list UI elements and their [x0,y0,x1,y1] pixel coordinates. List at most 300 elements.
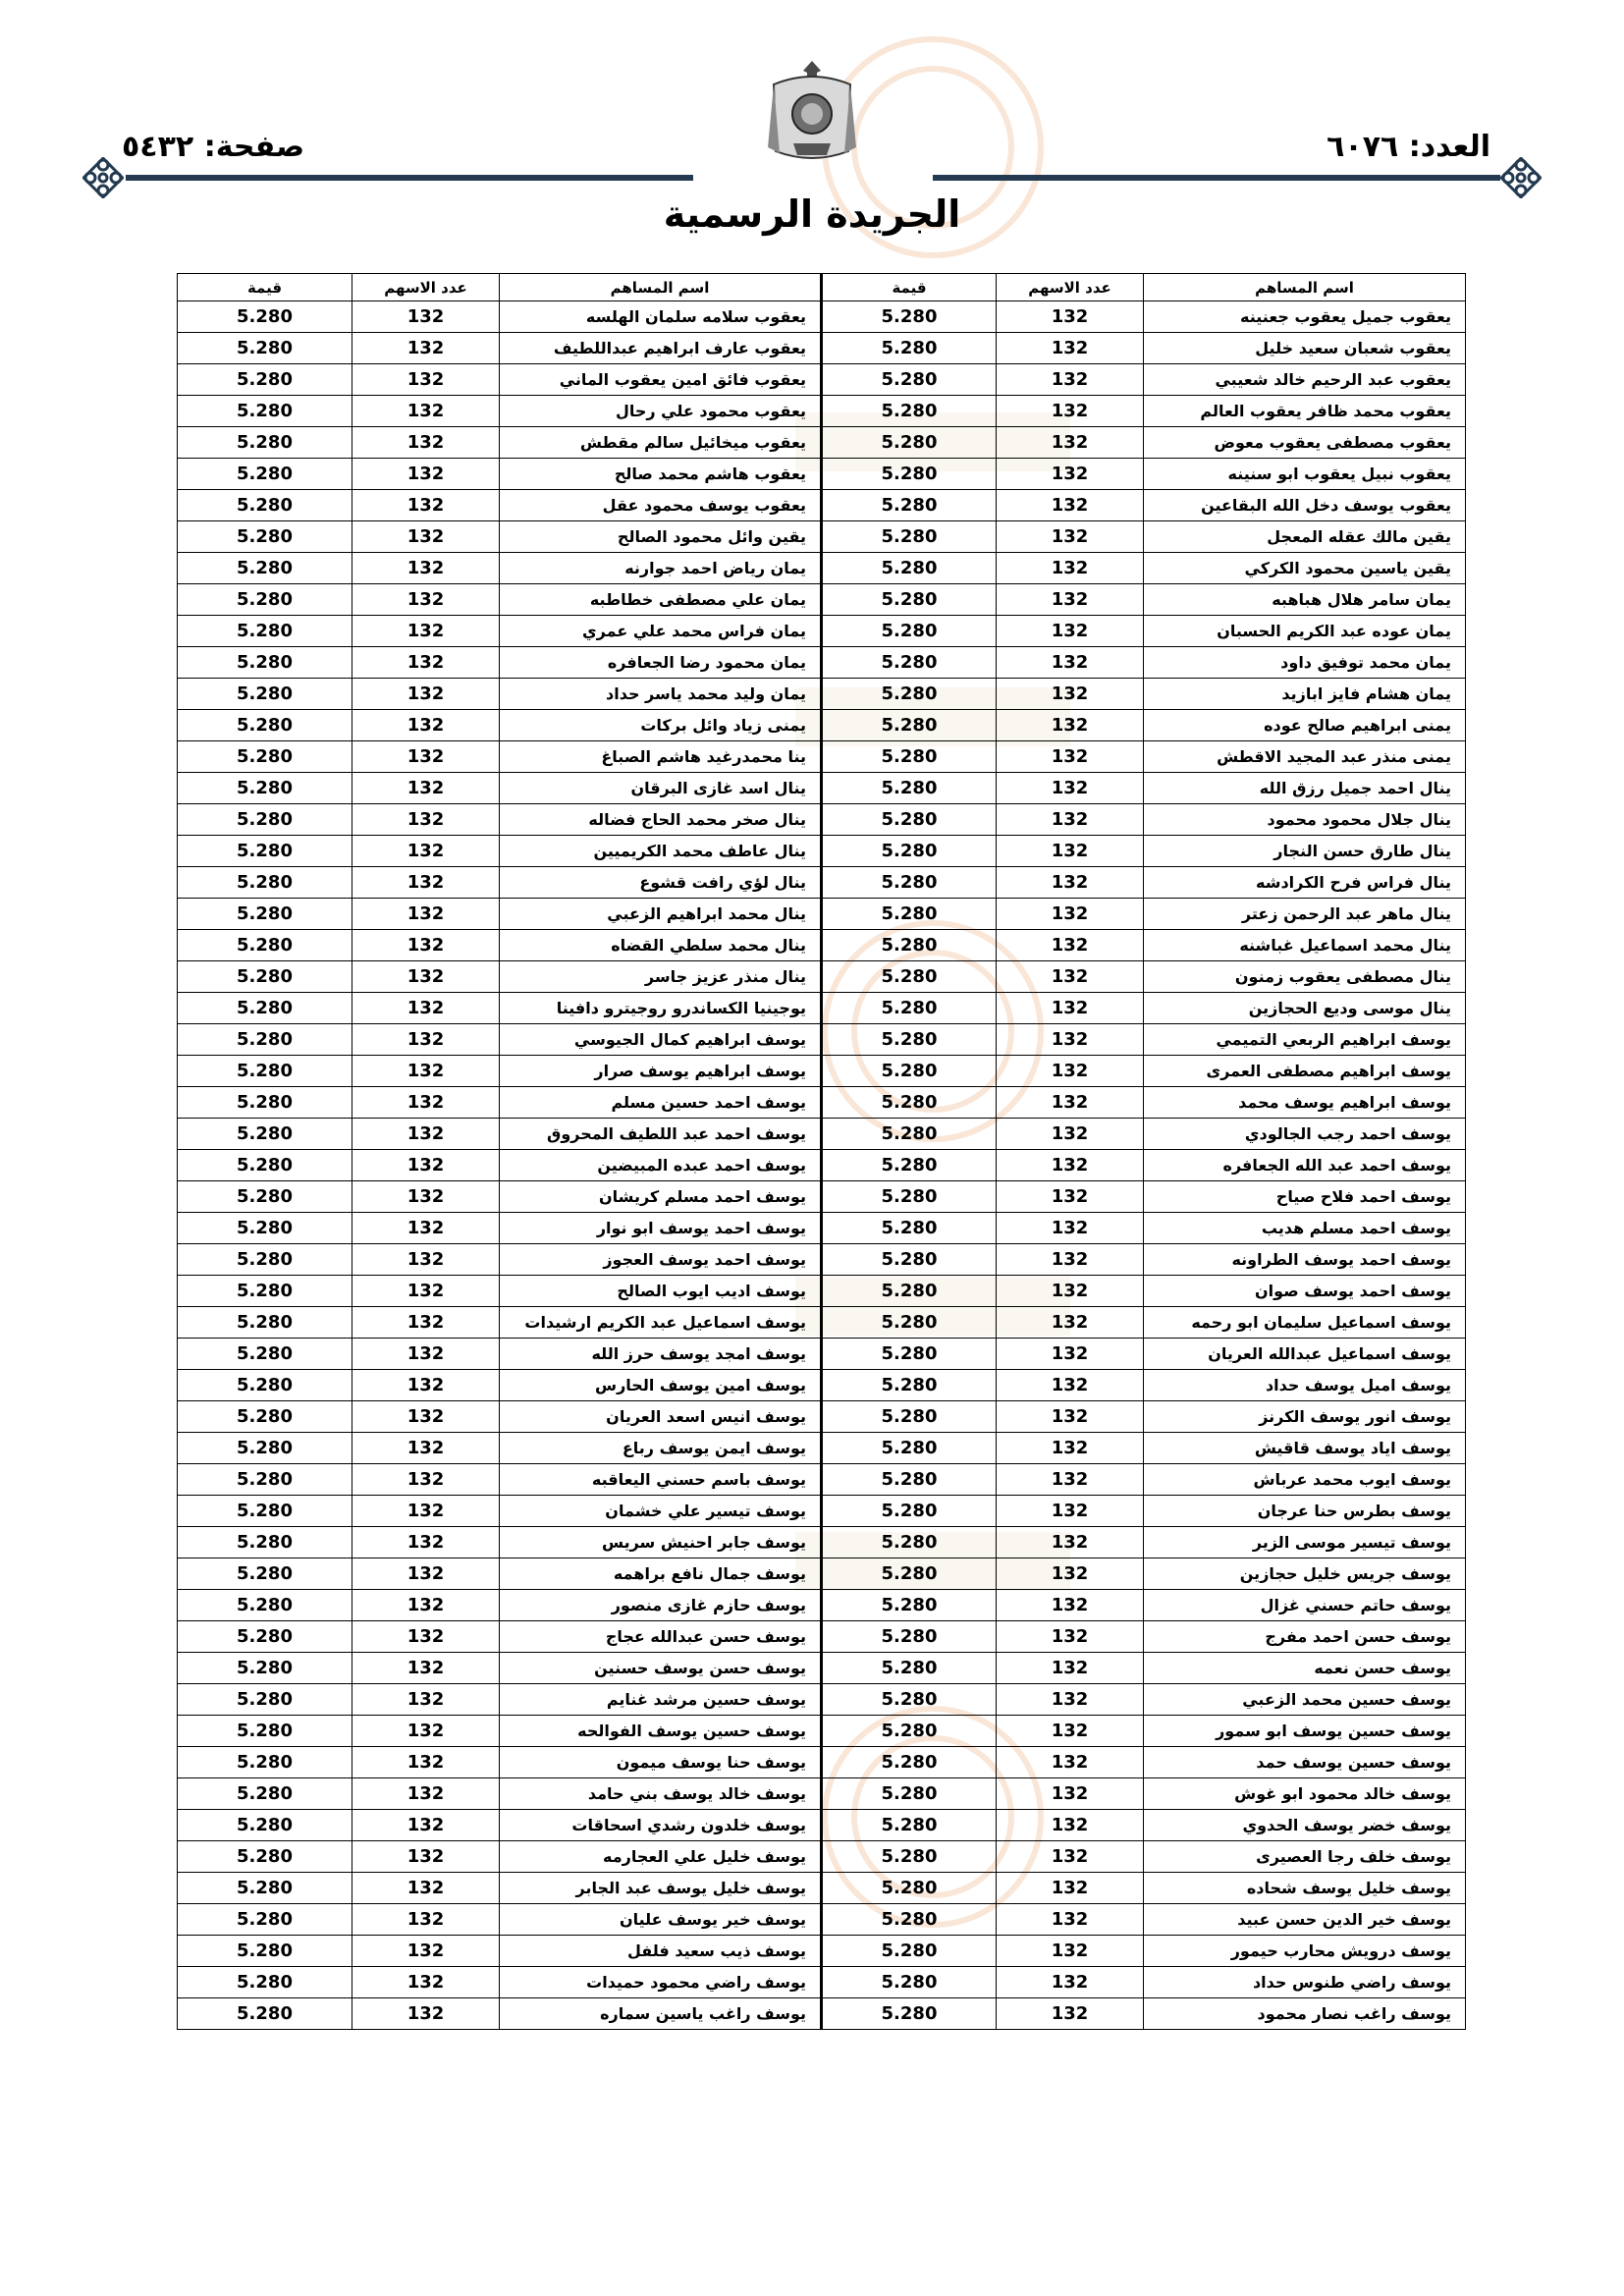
share-value: 5.280 [822,710,997,741]
shareholder-name: يوسف حسن يوسف حسنين [500,1653,822,1684]
column-header-name: اسم المساهم [1144,274,1466,301]
share-value: 5.280 [822,1841,997,1873]
shareholder-name: يوسف خير يوسف عليان [500,1904,822,1936]
share-count: 132 [352,1873,500,1904]
share-count: 132 [352,1967,500,1998]
shareholder-name: يوسف حنا يوسف ميمون [500,1747,822,1778]
journal-title: الجريدة الرسمية [663,192,961,236]
share-count: 132 [997,836,1144,867]
share-count: 132 [352,1370,500,1401]
table-row [178,490,1466,521]
share-value: 5.280 [178,1244,352,1276]
share-count: 132 [997,1401,1144,1433]
share-value: 5.280 [822,553,997,584]
shareholder-name: يوسف حسن احمد مفرج [1144,1621,1466,1653]
share-count: 132 [997,993,1144,1024]
shareholder-name: يوسف احمد يوسف صوان [1144,1276,1466,1307]
share-value: 5.280 [178,1684,352,1716]
share-count: 132 [997,1904,1144,1936]
shareholder-name: يوسف خلدون رشدي اسحاقات [500,1810,822,1841]
table-row [178,1590,1466,1621]
share-count: 132 [997,1810,1144,1841]
shareholder-name: يقين مالك عقله المعجل [1144,521,1466,553]
share-count: 132 [352,804,500,836]
share-count: 132 [352,1213,500,1244]
share-value: 5.280 [178,1716,352,1747]
shareholder-name: يوسف احمد عبد اللطيف المحروق [500,1119,822,1150]
column-header-value: قيمة [178,274,352,301]
share-value: 5.280 [822,396,997,427]
share-count: 132 [997,1998,1144,2030]
shareholder-name: يوسف حسين يوسف حمد [1144,1747,1466,1778]
table-row [178,1087,1466,1119]
shareholder-name: يوسف احمد مسلم كريشان [500,1181,822,1213]
shareholder-name: يوسف احمد حسين مسلم [500,1087,822,1119]
shareholder-name: يوسف راغب نصار محمود [1144,1998,1466,2030]
share-value: 5.280 [178,427,352,459]
share-count: 132 [997,490,1144,521]
share-count: 132 [352,961,500,993]
share-count: 132 [997,1024,1144,1056]
share-count: 132 [997,804,1144,836]
table-row [178,930,1466,961]
shareholder-name: يوسف اسماعيل سليمان ابو رحمه [1144,1307,1466,1339]
share-value: 5.280 [178,1873,352,1904]
share-value: 5.280 [822,836,997,867]
share-value: 5.280 [178,553,352,584]
share-value: 5.280 [178,1087,352,1119]
share-value: 5.280 [178,773,352,804]
share-value: 5.280 [822,301,997,333]
table-row [178,1307,1466,1339]
share-count: 132 [352,930,500,961]
shareholder-name: يعقوب عبد الرحيم خالد شعيبي [1144,364,1466,396]
shareholder-name: يوسف خليل علي العجارمه [500,1841,822,1873]
table-row [178,679,1466,710]
shareholder-name: ينال موسى وديع الحجازين [1144,993,1466,1024]
share-count: 132 [352,1621,500,1653]
table-row [178,1841,1466,1873]
share-value: 5.280 [178,930,352,961]
shareholder-name: يوسف اديب ايوب الصالح [500,1276,822,1307]
share-value: 5.280 [178,1339,352,1370]
share-value: 5.280 [822,961,997,993]
shareholder-name: يوسف حسين مرشد غنايم [500,1684,822,1716]
shareholder-name: يمان فراس محمد علي عمري [500,616,822,647]
shareholder-name: يعقوب جميل يعقوب جعنينه [1144,301,1466,333]
share-count: 132 [997,899,1144,930]
share-value: 5.280 [822,1181,997,1213]
table-row [178,1150,1466,1181]
share-count: 132 [352,773,500,804]
share-count: 132 [352,1716,500,1747]
shareholder-name: يوسف ايوب محمد عرباش [1144,1464,1466,1496]
share-value: 5.280 [178,1558,352,1590]
share-value: 5.280 [178,584,352,616]
share-value: 5.280 [178,1653,352,1684]
shareholder-name: يوسف جريس خليل حجازين [1144,1558,1466,1590]
share-value: 5.280 [178,961,352,993]
share-count: 132 [997,647,1144,679]
share-count: 132 [997,459,1144,490]
share-value: 5.280 [178,1307,352,1339]
share-value: 5.280 [178,1056,352,1087]
share-value: 5.280 [822,1810,997,1841]
share-count: 132 [352,710,500,741]
table-row [178,961,1466,993]
share-count: 132 [352,1401,500,1433]
share-count: 132 [997,1339,1144,1370]
share-count: 132 [997,333,1144,364]
share-value: 5.280 [822,1401,997,1433]
column-header-value: قيمة [822,274,997,301]
share-count: 132 [997,1087,1144,1119]
share-value: 5.280 [178,1778,352,1810]
share-value: 5.280 [178,1904,352,1936]
share-count: 132 [352,1181,500,1213]
table-row [178,1056,1466,1087]
share-count: 132 [997,1433,1144,1464]
shareholder-name: ينال لؤي رافت قشوع [500,867,822,899]
shareholder-name: يوسف حازم غازى منصور [500,1590,822,1621]
share-value: 5.280 [178,1590,352,1621]
share-value: 5.280 [178,679,352,710]
share-count: 132 [997,1936,1144,1967]
shareholder-name: ينال محمد سلطي القضاه [500,930,822,961]
share-value: 5.280 [822,1339,997,1370]
share-count: 132 [997,1747,1144,1778]
shareholder-name: يعقوب مصطفى يعقوب معوض [1144,427,1466,459]
share-count: 132 [997,1496,1144,1527]
share-count: 132 [352,1936,500,1967]
share-count: 132 [997,1841,1144,1873]
shareholder-name: يوسف ابراهيم يوسف صرار [500,1056,822,1087]
share-count: 132 [997,1056,1144,1087]
shareholder-name: يقين ياسين محمود الكركي [1144,553,1466,584]
shareholder-name: ينال فراس فرح الكرادشه [1144,867,1466,899]
shareholder-name: يوسف اياد يوسف قاقيش [1144,1433,1466,1464]
share-count: 132 [997,1213,1144,1244]
shareholder-name: يوسف احمد يوسف ابو نوار [500,1213,822,1244]
share-value: 5.280 [822,1747,997,1778]
shareholder-name: يوسف راضي محمود حميدات [500,1967,822,1998]
share-value: 5.280 [178,1370,352,1401]
shareholder-name: يوسف احمد فلاح صياح [1144,1181,1466,1213]
shareholder-name: يوسف ابراهيم الربعي التميمي [1144,1024,1466,1056]
share-value: 5.280 [822,1527,997,1558]
share-count: 132 [997,1873,1144,1904]
table-row [178,427,1466,459]
share-value: 5.280 [178,459,352,490]
table-row [178,1873,1466,1904]
share-count: 132 [997,1244,1144,1276]
share-count: 132 [352,490,500,521]
share-count: 132 [997,1778,1144,1810]
share-count: 132 [352,1496,500,1527]
share-count: 132 [997,1558,1144,1590]
table-row [178,584,1466,616]
share-value: 5.280 [178,1181,352,1213]
share-value: 5.280 [178,1527,352,1558]
share-value: 5.280 [178,1433,352,1464]
shareholder-name: يعقوب ميخائيل سالم مقطش [500,427,822,459]
table-row [178,899,1466,930]
shareholder-name: يوسف جابر احنيش سريس [500,1527,822,1558]
share-count: 132 [352,1307,500,1339]
share-count: 132 [352,899,500,930]
share-value: 5.280 [178,1150,352,1181]
table-row [178,1747,1466,1778]
table-row [178,1370,1466,1401]
share-count: 132 [352,993,500,1024]
share-count: 132 [997,710,1144,741]
share-value: 5.280 [822,1150,997,1181]
share-value: 5.280 [822,1056,997,1087]
share-count: 132 [352,836,500,867]
share-value: 5.280 [178,1936,352,1967]
table-row [178,364,1466,396]
shareholder-name: يوسف خالد يوسف بني حامد [500,1778,822,1810]
share-value: 5.280 [822,616,997,647]
table-row [178,1401,1466,1433]
table-row [178,1998,1466,2030]
share-count: 132 [997,584,1144,616]
share-count: 132 [352,333,500,364]
shareholder-name: يوسف انور يوسف الكرنز [1144,1401,1466,1433]
share-value: 5.280 [822,1873,997,1904]
share-value: 5.280 [178,899,352,930]
share-count: 132 [352,301,500,333]
share-count: 132 [352,521,500,553]
share-count: 132 [997,679,1144,710]
share-count: 132 [352,1433,500,1464]
table-row [178,1276,1466,1307]
page-number: صفحة: ٥٤٣٢ [122,130,305,164]
share-value: 5.280 [178,1967,352,1998]
share-count: 132 [352,647,500,679]
share-count: 132 [997,427,1144,459]
shareholder-name: يمان علي مصطفى خطاطبه [500,584,822,616]
table-row [178,710,1466,741]
share-value: 5.280 [822,1244,997,1276]
share-value: 5.280 [178,396,352,427]
table-row [178,333,1466,364]
share-count: 132 [352,1527,500,1558]
shareholder-name: يوسف انيس اسعد العريان [500,1401,822,1433]
table-row [178,993,1466,1024]
share-value: 5.280 [178,1119,352,1150]
table-row [178,1684,1466,1716]
shareholder-name: يوسف حسين يوسف ابو سمور [1144,1716,1466,1747]
table-row [178,459,1466,490]
share-value: 5.280 [822,899,997,930]
shareholder-name: ينال طارق حسن النجار [1144,836,1466,867]
shareholder-name: ينال مصطفى يعقوب زمنون [1144,961,1466,993]
shareholder-name: يوسف خليل يوسف عبد الجابر [500,1873,822,1904]
share-value: 5.280 [178,1464,352,1496]
share-count: 132 [352,1841,500,1873]
shareholder-name: يوسف اسماعيل عبد الكريم ارشيدات [500,1307,822,1339]
share-count: 132 [997,396,1144,427]
share-count: 132 [997,521,1144,553]
share-count: 132 [997,1119,1144,1150]
table-row [178,1464,1466,1496]
share-value: 5.280 [822,490,997,521]
shareholder-name: يوسف ابراهيم مصطفى العمرى [1144,1056,1466,1087]
shareholder-name: يوسف درويش محارب حيمور [1144,1936,1466,1967]
share-value: 5.280 [822,427,997,459]
share-count: 132 [997,1590,1144,1621]
share-value: 5.280 [178,1621,352,1653]
share-value: 5.280 [822,993,997,1024]
share-count: 132 [352,1778,500,1810]
issue-number: العدد: ٦٠٧٦ [1326,130,1490,164]
share-count: 132 [352,1087,500,1119]
share-value: 5.280 [178,647,352,679]
share-count: 132 [997,1684,1144,1716]
share-value: 5.280 [822,1558,997,1590]
share-value: 5.280 [822,1936,997,1967]
table-row [178,1024,1466,1056]
share-count: 132 [997,301,1144,333]
shareholder-name: ينال ماهر عبد الرحمن زعتر [1144,899,1466,930]
share-count: 132 [997,1653,1144,1684]
shareholder-name: يعقوب محمد ظافر يعقوب العالم [1144,396,1466,427]
share-count: 132 [997,961,1144,993]
table-row [178,804,1466,836]
share-value: 5.280 [822,1024,997,1056]
share-value: 5.280 [822,647,997,679]
share-count: 132 [352,459,500,490]
shareholder-name: يوسف حسين محمد الزعبي [1144,1684,1466,1716]
shareholders-table-container [177,273,1465,2107]
jordan-coat-of-arms-icon [764,57,860,167]
shareholder-name: يعقوب هاشم محمد صالح [500,459,822,490]
share-count: 132 [352,1056,500,1087]
table-row [178,301,1466,333]
share-value: 5.280 [822,1433,997,1464]
share-value: 5.280 [178,490,352,521]
share-value: 5.280 [822,1904,997,1936]
share-value: 5.280 [822,867,997,899]
share-value: 5.280 [178,616,352,647]
shareholder-name: يوسف خلف رجا العصيرى [1144,1841,1466,1873]
share-value: 5.280 [178,741,352,773]
shareholder-name: يمان هشام فايز ابازيد [1144,679,1466,710]
share-count: 132 [997,553,1144,584]
share-value: 5.280 [178,867,352,899]
share-count: 132 [997,1527,1144,1558]
table-header-row [178,274,1466,301]
shareholder-name: يوسف اميل يوسف حداد [1144,1370,1466,1401]
shareholder-name: يوسف احمد مسلم هديب [1144,1213,1466,1244]
shareholder-name: يوسف حاتم حسني غزال [1144,1590,1466,1621]
share-count: 132 [997,1621,1144,1653]
shareholder-name: يوسف امجد يوسف حرز الله [500,1339,822,1370]
table-row [178,741,1466,773]
shareholder-name: يوسف تيسير موسى الزير [1144,1527,1466,1558]
shareholder-name: يقين وائل محمود الصالح [500,521,822,553]
table-row [178,836,1466,867]
shareholder-name: ينا محمدرغيد هاشم الصباغ [500,741,822,773]
share-count: 132 [352,1024,500,1056]
share-value: 5.280 [822,1653,997,1684]
shareholder-name: يعقوب فائق امين يعقوب الماني [500,364,822,396]
share-count: 132 [352,1747,500,1778]
shareholder-name: ينال محمد اسماعيل غباشنه [1144,930,1466,961]
share-count: 132 [997,741,1144,773]
shareholder-name: يوسف خليل يوسف شحاده [1144,1873,1466,1904]
shareholder-name: يوسف احمد عبد الله الجعافره [1144,1150,1466,1181]
shareholder-name: يوسف خضر يوسف الحدوي [1144,1810,1466,1841]
share-value: 5.280 [178,804,352,836]
shareholders-table [177,273,1466,2030]
share-count: 132 [352,396,500,427]
shareholder-name: يوسف امين يوسف الحارس [500,1370,822,1401]
table-row [178,1119,1466,1150]
shareholder-name: يوجينيا الكساندرو روجيترو دافينا [500,993,822,1024]
share-value: 5.280 [178,1401,352,1433]
table-row [178,1527,1466,1558]
shareholder-name: يوسف جمال نافع براهمه [500,1558,822,1590]
share-count: 132 [997,930,1144,961]
share-count: 132 [352,1339,500,1370]
share-value: 5.280 [178,1998,352,2030]
shareholder-name: يوسف اسماعيل عبدالله العريان [1144,1339,1466,1370]
share-value: 5.280 [178,993,352,1024]
shareholder-name: يعقوب شعبان سعيد خليل [1144,333,1466,364]
share-value: 5.280 [822,459,997,490]
share-value: 5.280 [822,1087,997,1119]
shareholder-name: يمان رياض احمد جوارنه [500,553,822,584]
share-value: 5.280 [822,1684,997,1716]
share-value: 5.280 [178,1810,352,1841]
shareholder-name: يمنى منذر عبد المجيد الاقطش [1144,741,1466,773]
share-count: 132 [352,616,500,647]
share-count: 132 [352,553,500,584]
share-value: 5.280 [822,773,997,804]
table-row [178,1653,1466,1684]
shareholder-name: يعقوب نبيل يعقوب ابو سنينه [1144,459,1466,490]
table-row [178,1433,1466,1464]
table-row [178,1244,1466,1276]
table-row [178,1558,1466,1590]
share-value: 5.280 [822,333,997,364]
table-row [178,773,1466,804]
table-row [178,867,1466,899]
shareholder-name: يمان عوده عبد الكريم الحسبان [1144,616,1466,647]
shareholder-name: ينال جلال محمود محمود [1144,804,1466,836]
share-count: 132 [997,1150,1144,1181]
table-row [178,647,1466,679]
shareholder-name: يوسف بطرس حنا عرجان [1144,1496,1466,1527]
table-row [178,521,1466,553]
share-value: 5.280 [178,521,352,553]
share-count: 132 [352,867,500,899]
table-row [178,1810,1466,1841]
share-value: 5.280 [822,1276,997,1307]
header-rule-left [126,175,693,181]
shareholder-name: يمنى زياد وائل بركات [500,710,822,741]
share-count: 132 [352,1904,500,1936]
share-count: 132 [997,1307,1144,1339]
share-count: 132 [352,679,500,710]
share-count: 132 [352,1464,500,1496]
shareholder-name: يعقوب يوسف دخل الله البقاعين [1144,490,1466,521]
shareholder-name: يوسف حسن نعمه [1144,1653,1466,1684]
shareholder-name: يوسف احمد يوسف العجوز [500,1244,822,1276]
share-value: 5.280 [822,1590,997,1621]
